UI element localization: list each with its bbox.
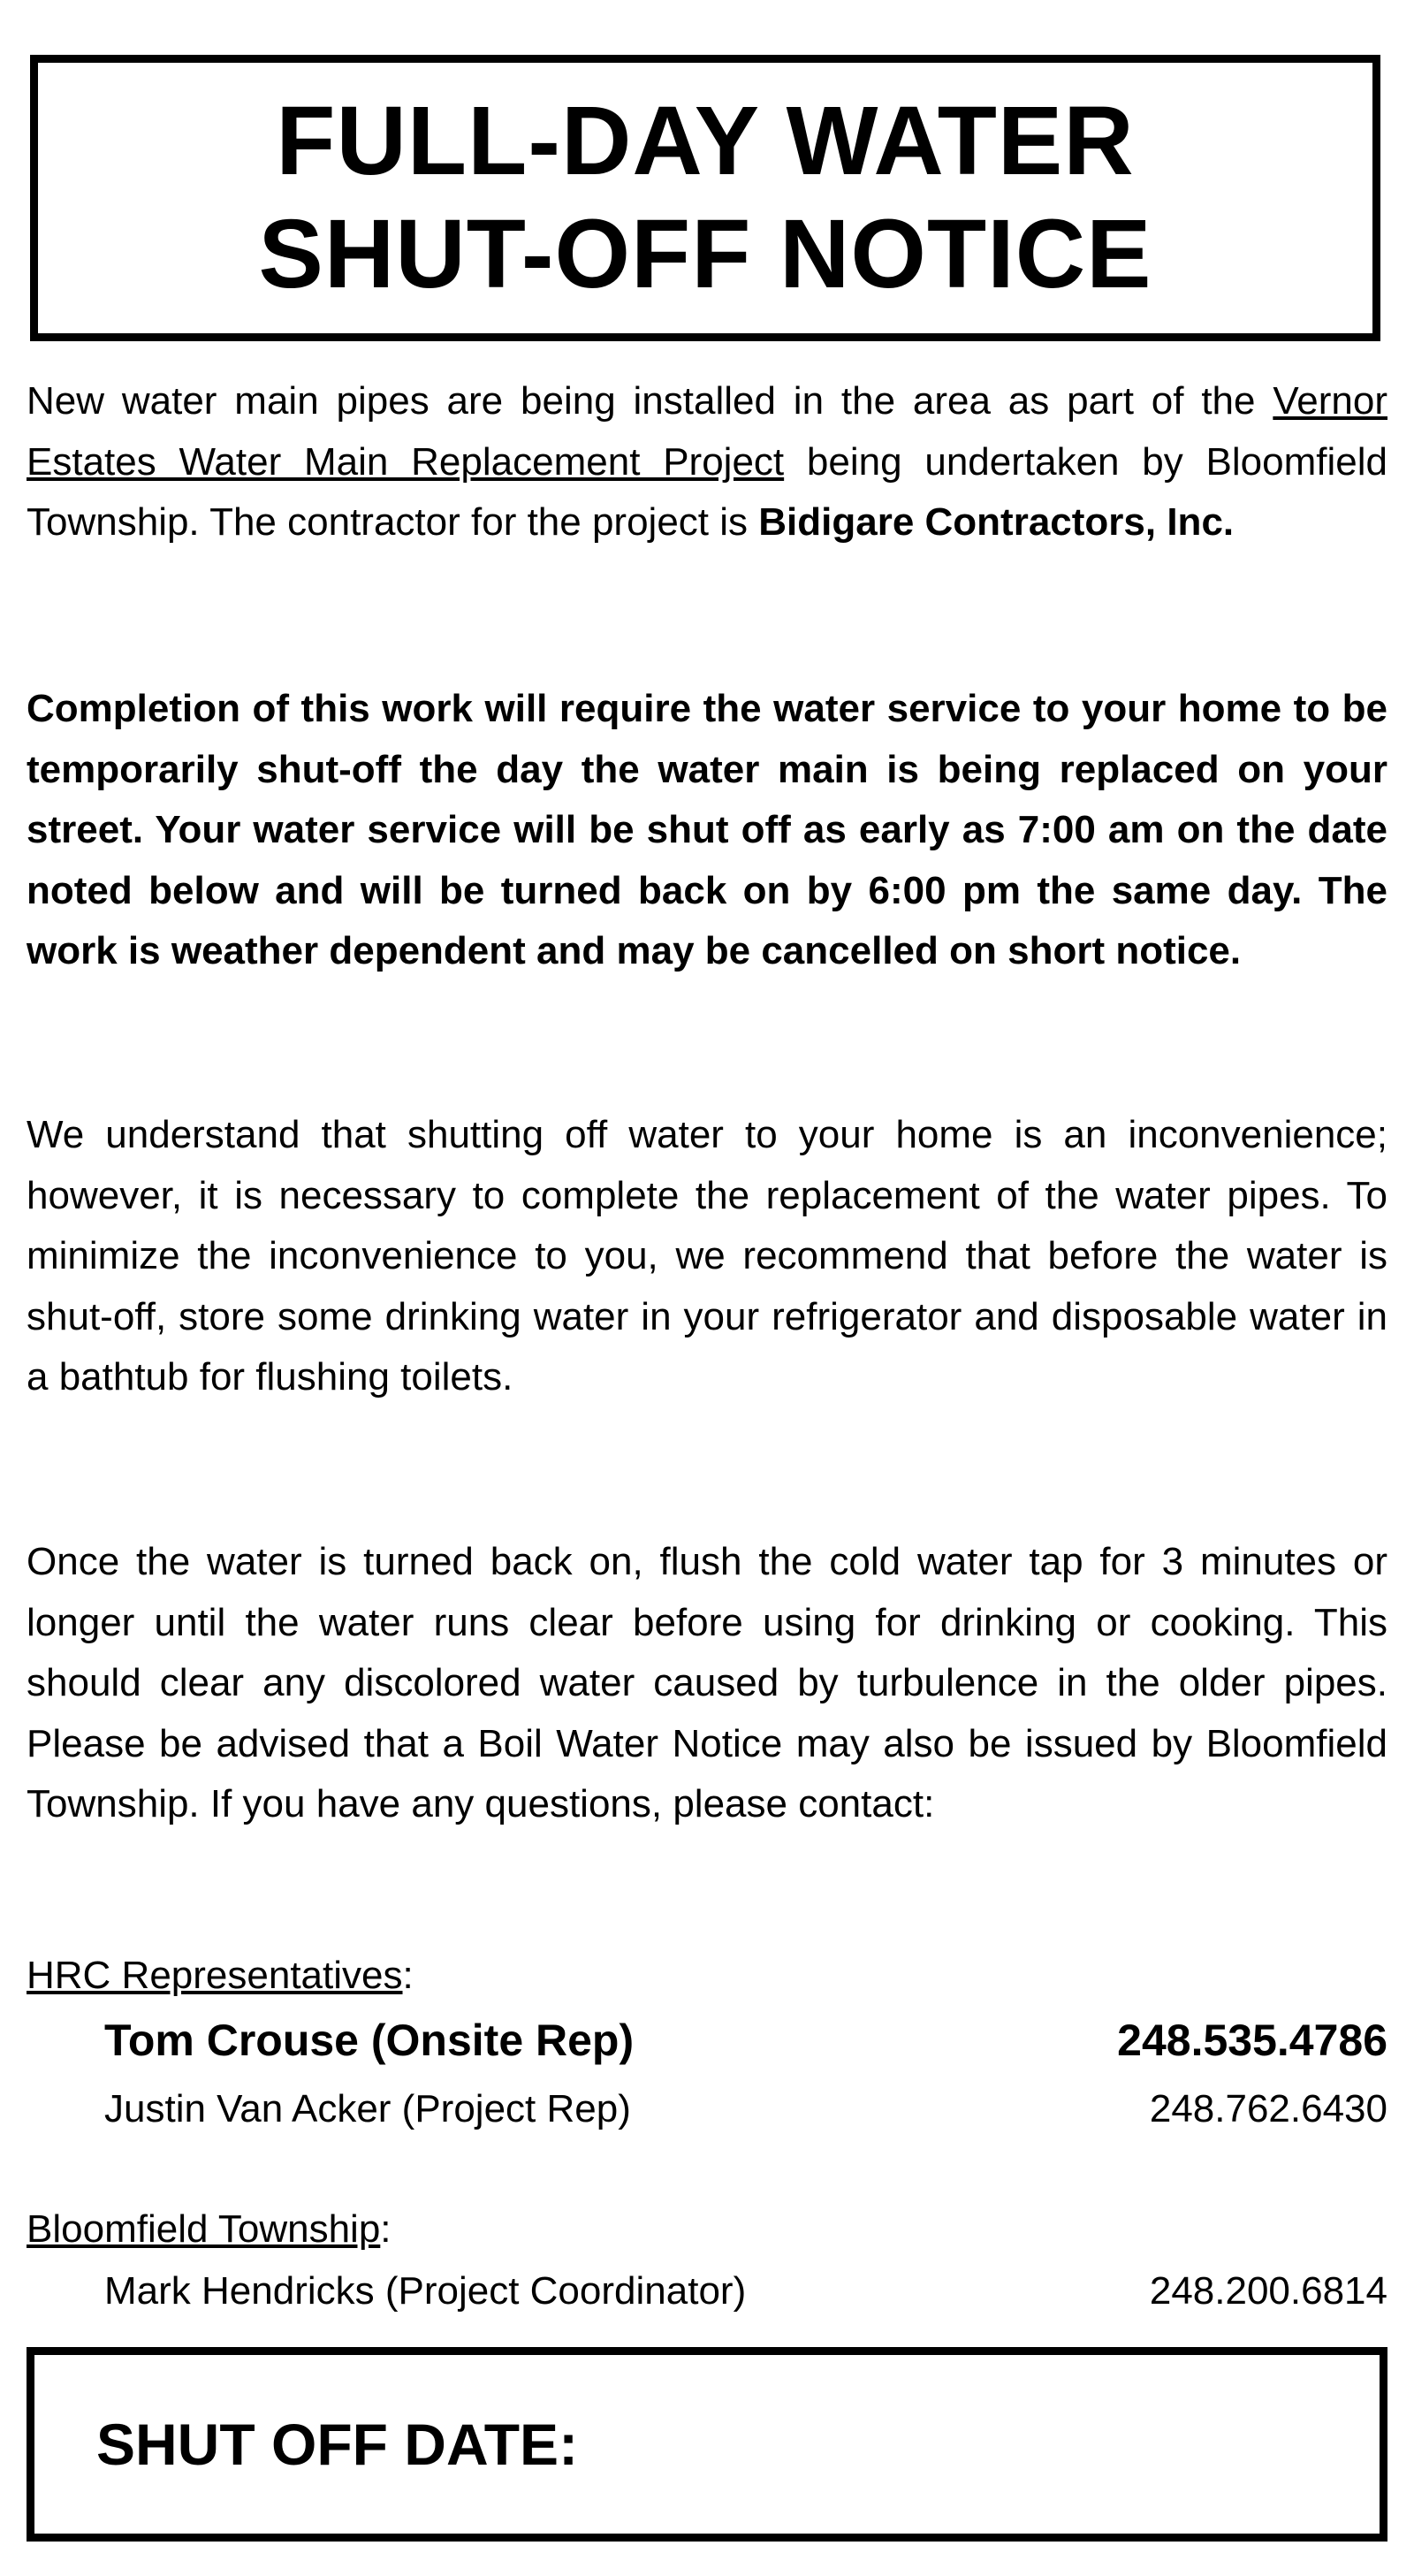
bloomfield-township-heading <box>27 2203 392 2256</box>
contractor-name: Bidigare Contractors, Inc. <box>758 500 1235 544</box>
contact-row-project-coordinator <box>104 2265 1387 2318</box>
contact-name: Mark Hendricks (Project Coordinator) <box>104 2269 747 2313</box>
intro-text: New water main pipes are being installed in the area as part of the <box>27 379 1273 423</box>
notice-title-line-2: SHUT-OFF NOTICE <box>258 200 1152 309</box>
contact-row-project-rep <box>104 2083 1387 2136</box>
hrc-heading-text: HRC Representatives <box>27 1954 403 1997</box>
notice-title-box <box>30 55 1380 341</box>
shutoff-details-paragraph: Completion of this work will require the water service to your home to be temporarily shut-off the day the water main is being replaced on your street. Your water service will be shut off as early as 7:00 am on the date noted below and will be turned back on by 6:00 pm the same day. The work is weather dependent and may be cancelled on short notice. <box>27 687 1387 972</box>
shut-off-date-label: SHUT OFF DATE: <box>96 2412 579 2477</box>
after-service-paragraph: Once the water is turned back on, flush the cold water tap for 3 minutes or longer until the water runs clear before using for drinking or cooking. This should clear any discolored water caused by turbulence in the older pipes. Please be advised that a Boil Water Notice may also be issued by Bloomfield Township. If you have any questions, please contact: <box>27 1540 1387 1825</box>
contact-row-onsite-rep <box>104 2014 1387 2067</box>
intro-paragraph <box>27 371 1387 553</box>
shut-off-date-box <box>27 2347 1387 2542</box>
contact-phone: 248.200.6814 <box>1149 2269 1387 2313</box>
hrc-representatives-heading <box>27 1949 414 2002</box>
contact-phone: 248.762.6430 <box>1149 2087 1387 2130</box>
contact-name: Justin Van Acker (Project Rep) <box>104 2087 631 2130</box>
notice-title-line-1: FULL-DAY WATER <box>276 87 1135 195</box>
contact-phone: 248.535.4786 <box>1117 2016 1387 2065</box>
intro-middle-text: being undertaken by Bloomfield Township. The contractor for the project is <box>27 439 1387 544</box>
recommendation-paragraph: We understand that shutting off water to your home is an inconvenience; however, it is necessary to complete the replacement of the water pipes. To minimize the inconvenience to you, we recommend that before the water is shut-off, store some drinking water in your refrigerator and disposable water in a bathtub for flushing toilets. <box>27 1113 1387 1399</box>
contact-name: Tom Crouse (Onsite Rep) <box>104 2016 635 2065</box>
hrc-heading-colon: : <box>402 1954 414 1997</box>
township-heading-colon: : <box>380 2207 392 2251</box>
project-name: Vernor Estates Water Main Replacement Project <box>27 379 1387 484</box>
township-heading-text: Bloomfield Township <box>27 2207 381 2251</box>
